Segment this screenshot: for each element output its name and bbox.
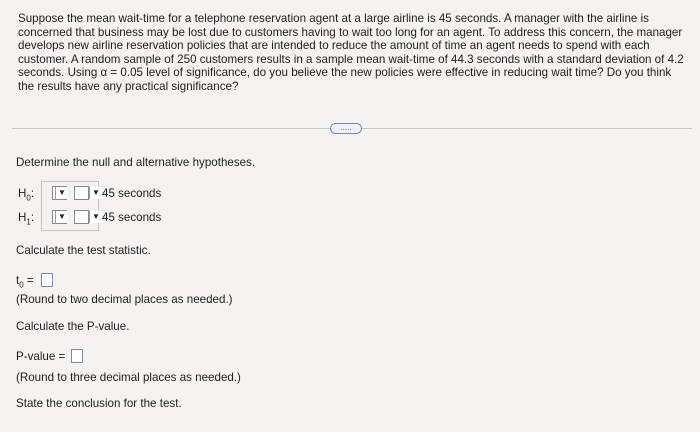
chevron-down-icon: ▼ [55,211,68,223]
h1-value: 45 seconds [102,211,162,224]
p-value-rounding-note: (Round to three decimal places as needed.) [16,371,241,384]
h1-parameter-dropdown[interactable] [52,210,67,224]
test-statistic-prompt: Calculate the test statistic. [16,244,151,257]
hypotheses-prompt: Determine the null and alternative hypotheses. [16,156,256,169]
h0-label: $H_0$: [18,187,35,203]
p-value-prompt: Calculate the P-value. [16,320,130,333]
h0-value: 45 seconds [102,187,162,200]
chevron-down-icon: ▼ [89,211,102,223]
h0-relation-dropdown[interactable] [74,186,100,200]
test-statistic-input[interactable] [41,273,53,287]
h1-relation-dropdown[interactable] [74,210,100,224]
problem-statement: Suppose the mean wait-time for a telephone reservation agent at a large airline is 45 seconds. A manager with the airline is concerned that business may be lost due to customers having to wait too long for an agent. To address this concern, the manager develops new airline reservation policies that are intended to reduce the amount of time an agent needs to spend with each customer. A random sample of 250 customers results in a sample mean wait-time of 44.3 seconds with a standard deviation of 4.2 seconds. Using α = 0.05 level of significance, do you believe the new policies were effective in reducing wait time? Do you think the results have any practical significance? [18,12,684,93]
conclusion-prompt: State the conclusion for the test. [16,397,182,410]
p-value-input[interactable] [71,349,83,363]
test-statistic-label: $t_0$ = [16,274,34,290]
h1-label: $H_1$: [18,211,35,227]
h0-parameter-dropdown[interactable] [52,186,67,200]
p-value-label: P-value = [16,350,66,363]
chevron-down-icon: ▼ [89,187,102,199]
more-button[interactable]: ..... [330,123,362,134]
chevron-down-icon: ▼ [55,187,68,199]
test-statistic-rounding-note: (Round to two decimal places as needed.) [16,293,233,306]
